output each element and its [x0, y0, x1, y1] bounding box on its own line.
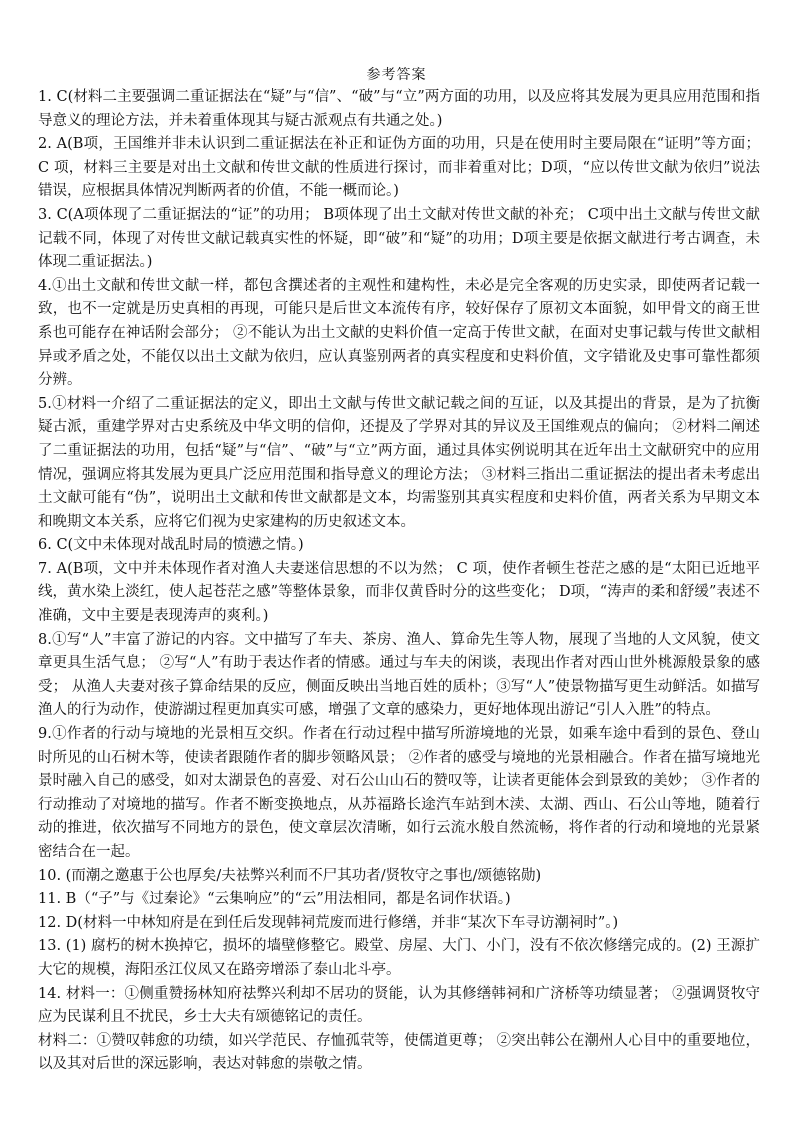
answer-2: 2. A(B项，王国维并非未认识到二重证据法在补正和证伪方面的功用，只是在使用时主要局限在“证明”等方面； C 项，材料三主要是对出土文献和传世文献的性质进行探讨，而非着重对比；D项，“应以传世文献为依归”说法错误，应根据具体情况判断两者的价值，不能一概而论。) [38, 136, 760, 200]
answer-9: 9.①作者的行动与境地的光景相互交织。作者在行动过程中描写所游境地的光景，如乘车途中看到的景色、登山时所见的山石树木等，使读者跟随作者的脚步领略风景； ②作者的感受与境地的光景相融合。作者在描写境地光景时融入自己的感受，如对太湖景色的喜爱、对石公山山石的赞叹等，让读者更能体会到景致的美妙； ③作者的行动推动了对境地的描写。作者不断变换地点，从苏福路长途汽车站到木渎、太湖、西山、石公山等地，随着行动的推进，依次描写不同地方的景色，使文章层次清晰，如行云流水般自然流畅，将作者的行动和境地的光景紧密结合在一起。 [38, 726, 760, 860]
answer-10: 10. (而潮之邀惠于公也厚矣/夫袪弊兴利而不尸其功者/贤牧守之事也/颂德铭勋) [38, 867, 542, 884]
answer-1: 1. C(材料二主要强调二重证据法在“疑”与“信”、“破”与“立”两方面的功用，以及应将其发展为更具应用范围和指导意义的理论方法，并未着重体现其与疑古派观点有共通之处。) [38, 89, 760, 129]
answer-list [38, 86, 760, 1077]
answer-13: 13. (1) 腐朽的树木换掉它，损坏的墙壁修整它。殿堂、房屋、大门、小门，没有不依次修缮完成的。(2) 王源扩大它的规模，海阳丞江仪凤又在路旁增添了泰山北斗亭。 [38, 938, 760, 978]
answer-11: 11. B（“子”与《过秦论》“云集响应”的“云”用法相同，都是名词作状语。) [38, 891, 511, 908]
answer-14: 14. 材料一：①侧重赞扬林知府祛弊兴利却不居功的贤能，认为其修缮韩祠和广济桥等功绩显著； ②强调贤牧守应为民谋利且不扰民，乡士大夫有颂德铭记的责任。 [38, 985, 760, 1026]
answer-7: 7. A(B项，文中并未体现作者对渔人夫妻迷信思想的不以为然； C 项，使作者顿生苍茫之感的是“太阳已近地平线，黄水染上淡红，使人起苍茫之感”等整体景象，而非仅黄昏时分的这些变化； D项，“涛声的柔和舒缓”表述不准确，文中主要是表现涛声的爽利。) [38, 560, 760, 625]
answer-6: 6. C(文中未体现对战乱时局的愤懑之情。) [38, 537, 304, 554]
answer-5: 5.①材料一介绍了二重证据法的定义，即出土文献与传世文献记载之间的互证，以及其提出的背景，是为了抗衡疑古派，重建学界对古史系统及中华文明的信仰，还提及了学界对其的异议及王国维观点的偏向； ②材料二阐述了二重证据法的功用，包括“疑”与“信”、“破”与“立”两方面，通过具体实例说明其在近年出土文献研究中的应用情况，强调应将其发展为更具广泛应用范围和指导意义的理论方法； ③材料三指出二重证据法的提出者未考虑出土文献可能有“伪”，说明出土文献和传世文献都是文本，均需鉴别其真实程度和史料价值，两者关系为早期文本和晚期文本关系，应将它们视为史家建构的历史叙述文本。 [38, 395, 760, 530]
answer-4: 4.①出土文献和传世文献一样，都包含撰述者的主观性和建构性，未必是完全客观的历史实录，即使两者记载一致，也不一定就是历史真相的再现，可能只是后世文本流传有序，较好保存了原初文本面貌，如甲骨文的商王世系也可能存在神话附会部分； ②不能认为出土文献的史料价值一定高于传世文献，在面对史事记载与传世文献相异或矛盾之处，不能仅以出土文献为依归，应认真鉴别两者的真实程度和史料价值，文字错讹及史事可靠性都须分辨。 [38, 277, 760, 389]
answer-3: 3. C(A项体现了二重证据法的“证”的功用； B项体现了出土文献对传世文献的补充； C项中出土文献与传世文献记载不同，体现了对传世文献记载真实性的怀疑，即“破”和“疑”的功用；D项主要是依据文献进行考古调查，未体现二重证据法。) [38, 206, 760, 271]
answer-8: 8.①写“人”丰富了游记的内容。文中描写了车夫、茶房、渔人、算命先生等人物，展现了当地的人文风貌，使文章更具生活气息； ②写“人”有助于表达作者的情感。通过与车夫的闲谈，表现出作者对西山世外桃源般景象的感受； 从渔人夫妻对孩子算命结果的反应，侧面反映出当地百姓的质朴；③写“人”使景物描写更生动鲜活。如描写渔人的行为动作，使游湖过程更加真实可感，增强了文章的感染力，更好地体现出游记“引人入胜”的特点。 [38, 631, 760, 719]
page-title: 参考答案 [366, 67, 427, 83]
answer-12: 12. D(材料一中林知府是在到任后发现韩祠荒废而进行修缮，并非“某次下车寻访潮祠时”。) [38, 914, 619, 931]
answer-14-material-2: 材料二：①赞叹韩愈的功绩，如兴学范民、存恤孤茕等，使儒道更尊； ②突出韩公在潮州人心目中的重要地位，以及其对后世的深远影响，表达对韩愈的崇敬之情。 [38, 1032, 760, 1073]
